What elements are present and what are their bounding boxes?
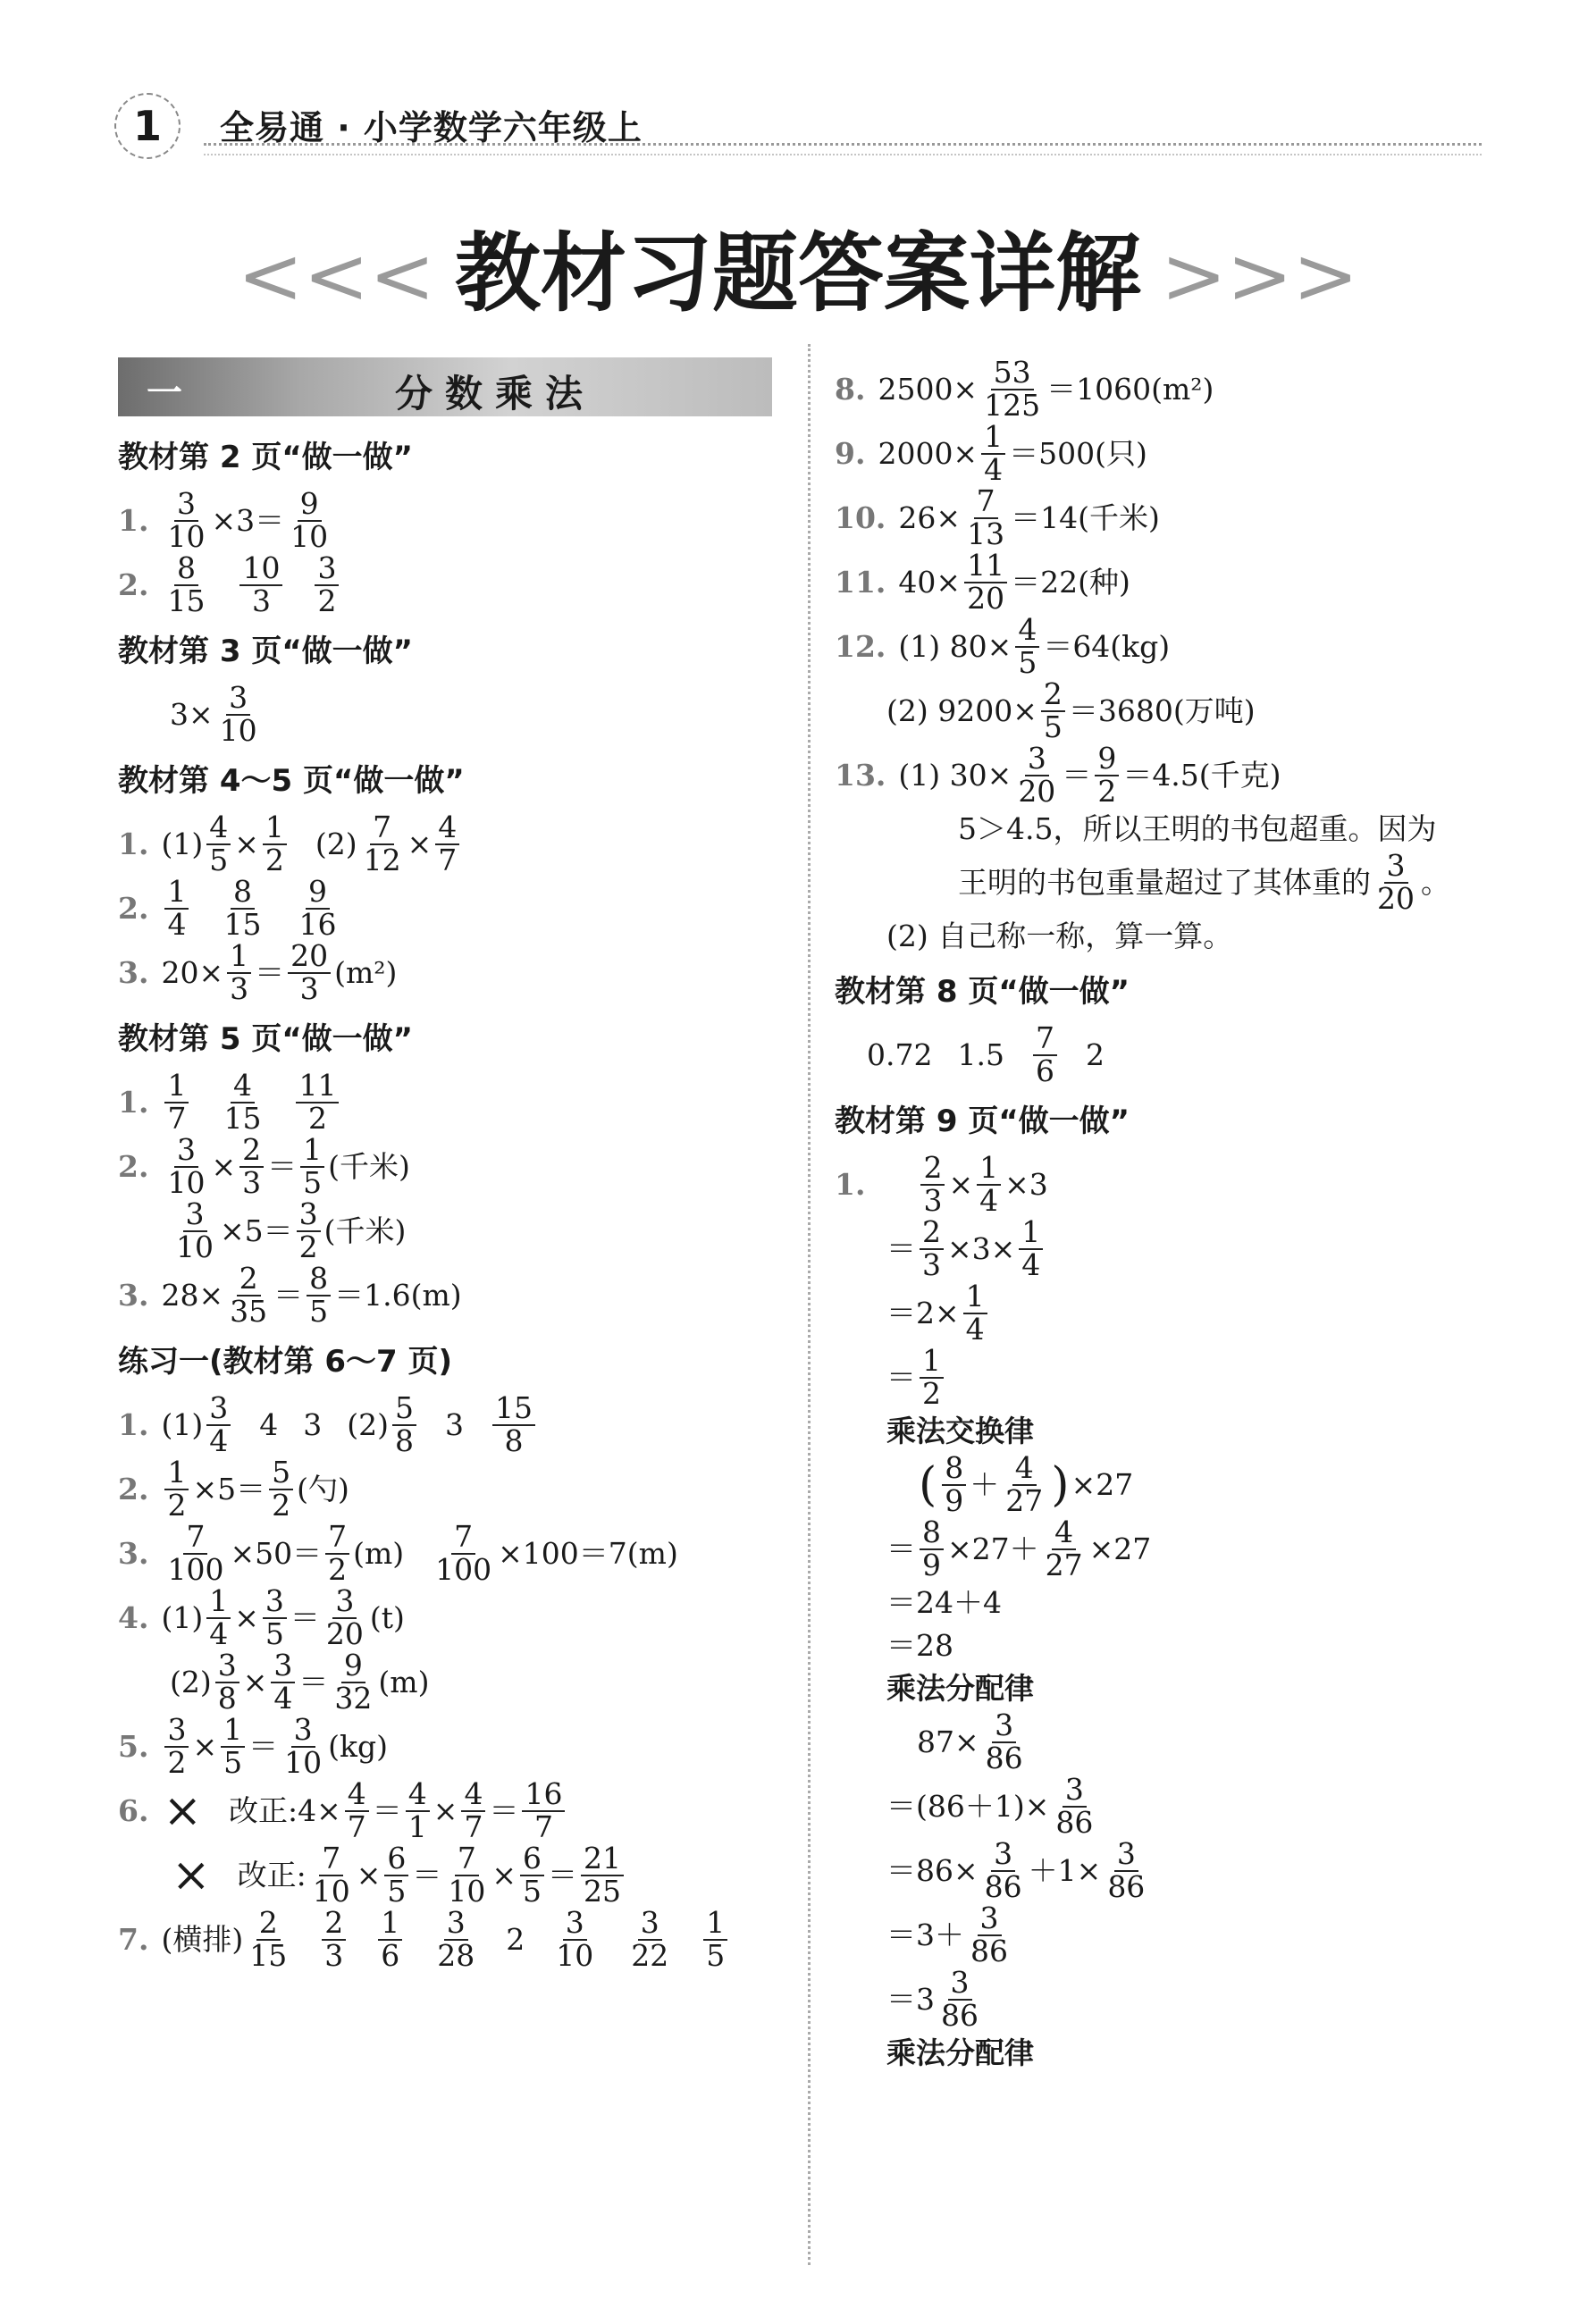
- page-title: 教材习题答案详解: [455, 222, 1141, 323]
- answer-line: (2) 3 8 × 3 4 ＝ 9 32 (m): [170, 1648, 430, 1716]
- answer-line: ＝24＋4: [886, 1585, 1002, 1621]
- header-rule-2: [204, 154, 1482, 155]
- right-column: [835, 357, 1514, 2075]
- answer-text: (2) 自己称一称，算一算。: [886, 919, 1233, 954]
- book-title: 全易通 · 小学数学六年级上: [220, 108, 643, 147]
- answer-text: 5＞4.5，所以王明的书包超重。因为: [958, 811, 1437, 847]
- answer-line: ( 8 9 ＋ 4 27 ) ×27: [919, 1450, 1134, 1518]
- answer-line: 6. × 改正:4× 4 7 ＝ 4 1 × 4 7 ＝ 16 7: [118, 1779, 815, 1843]
- answer-line: 1. 3 10 ×3＝ 9 10: [118, 486, 329, 554]
- answer-line: 87× 3 86: [917, 1708, 1023, 1775]
- page-header: [0, 0, 1596, 179]
- answer-line: 3 10 ×5＝ 3 2 (千米): [176, 1196, 407, 1264]
- section-title: 教材第 8 页“做一做”: [835, 974, 1130, 1010]
- answer-line: 1. 2 3 × 1 4 ×3: [835, 1150, 1048, 1218]
- answer-line: 0.72 1.5 7 6 2: [867, 1020, 1105, 1088]
- answer-line: ＝3 3 86: [886, 1965, 979, 2033]
- answer-line: ＝2× 1 4: [835, 1281, 1514, 1346]
- answer-line: 4. (1) 1 4 × 3 5 ＝ 3 20 (t): [118, 1583, 405, 1651]
- section-title: 教材第 4～5 页“做一做”: [118, 763, 465, 799]
- section-title: 教材第 2 页“做一做”: [118, 440, 414, 475]
- chevron-left-icon: <<<: [237, 230, 435, 322]
- answer-line: 10. 26× 7 13 ＝14(千米): [835, 483, 1160, 551]
- answer-line: 13. (1) 30× 3 20 ＝ 9 2 ＝4.5(千克): [835, 741, 1281, 809]
- answer-line: 3. 28× 2 35 ＝ 8 5 ＝1.6(m): [118, 1261, 462, 1329]
- answer-line: 1. (1) 3 4 4 3 (2) 5 8 3 15 8: [118, 1393, 815, 1457]
- answer-line: (2) 9200× 2 5 ＝3680(万吨): [886, 676, 1256, 744]
- header-rule: [204, 143, 1482, 146]
- answer-text: 王明的书包重量超过了其体重的: [958, 865, 1371, 901]
- answer-line: ＝ 1 2: [835, 1346, 1514, 1410]
- answer-line: ＝ 2 3 ×3× 1 4: [835, 1217, 1514, 1281]
- section-title: 教材第 5 页“做一做”: [118, 1021, 414, 1057]
- law-label: 乘法分配律: [886, 2035, 1034, 2071]
- page-number: 1: [114, 93, 181, 159]
- answer-line: 11. 40× 11 20 ＝22(种): [835, 548, 1130, 616]
- answer-line: 王明的书包重量超过了其体重的 3 20 。: [958, 848, 1450, 916]
- answer-line: ＝(86＋1)× 3 86: [886, 1772, 1094, 1840]
- law-label: 乘法分配律: [886, 1671, 1034, 1707]
- answer-line: ＝28: [886, 1628, 953, 1664]
- section-title: 教材第 3 页“做一做”: [118, 634, 414, 669]
- answer-line: 9. 2000× 1 4 ＝500(只): [835, 419, 1147, 487]
- answer-line: 3× 3 10: [170, 680, 257, 748]
- answer-line: 5. 3 2 × 1 5 ＝ 3 10 (kg): [118, 1712, 388, 1780]
- section-title: 教材第 9 页“做一做”: [835, 1103, 1130, 1139]
- page-title-row: [0, 206, 1596, 328]
- answer-line: 2. 3 10 × 2 3 ＝ 1 5 (千米): [118, 1132, 410, 1200]
- answer-line: 3. 20× 1 3 ＝ 20 3 (m²): [118, 938, 398, 1006]
- answer-line: ＝86× 3 86 ＋1× 3 86: [886, 1836, 1146, 1904]
- law-label: 乘法交换律: [886, 1414, 1034, 1449]
- chapter-name: 分数乘法: [395, 372, 596, 415]
- answer-line: 1. 1 7 4 15 11 2: [118, 1070, 815, 1135]
- left-column: [118, 357, 815, 1972]
- answer-line: ＝ 8 9 ×27＋ 4 27 ×27: [886, 1515, 1152, 1582]
- chevron-right-icon: >>>: [1161, 230, 1359, 322]
- chapter-number: 一: [147, 372, 182, 414]
- answer-line: 3. 7 100 ×50＝ 7 2 (m) 7 100 ×100＝7(m): [118, 1519, 678, 1587]
- section-title: 练习一(教材第 6～7 页): [118, 1344, 453, 1380]
- chapter-banner: [118, 357, 772, 416]
- answer-line: 1. (1) 4 5 × 1 2 (2) 7 12 × 4 7: [118, 812, 815, 877]
- answer-line: ＝3＋ 3 86: [886, 1901, 1008, 1968]
- answer-line: 7. (横排) 2 15 2 3 1 6 3 28 2 3 10 3 22 1 5: [118, 1908, 815, 1972]
- answer-line: × 改正: 7 10 × 6 5 ＝ 7 10 × 6 5 ＝ 21 25: [118, 1843, 815, 1908]
- answer-line: 2. 1 4 8 15 9 16: [118, 874, 337, 942]
- answer-line: 2. 1 2 ×5＝ 5 2 (勺): [118, 1455, 349, 1523]
- answer-line: 12. (1) 80× 4 5 ＝64(kg): [835, 612, 1171, 680]
- answer-line: 2. 8 15 10 3 3 2: [118, 553, 815, 617]
- answer-line: 8. 2500× 53 125 ＝1060(m²): [835, 355, 1214, 423]
